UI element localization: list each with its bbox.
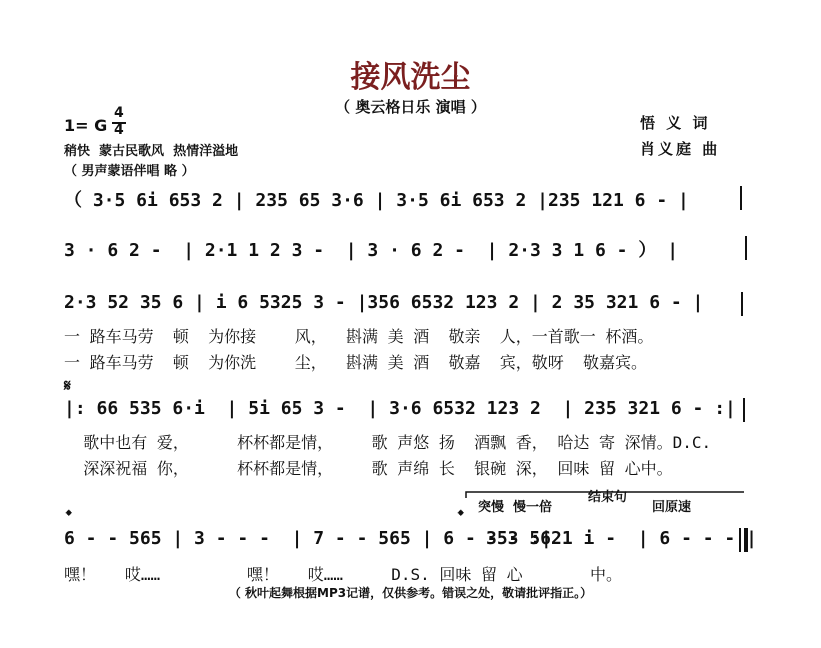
time-signature-denominator: 4 (114, 122, 124, 138)
score-line-1: （ 3·5 6i 653 2 | 235 65 3·6 | 3·5 6i 653 2 |235 121 6 - | (64, 190, 689, 211)
lyric-line-3b: 一 路车马劳 顿 为你洗 尘， 斟满 美 酒 敬嘉 宾，敬呀 敬嘉宾。 (64, 353, 648, 372)
segno-icon: 𝄋 (64, 376, 71, 395)
slow-label: 突慢 慢一倍 (478, 500, 553, 515)
a-tempo-label: 回原速 (652, 500, 692, 515)
performer-line: （ 奥云格日乐 演唱 ） (335, 98, 486, 116)
score-line-3: 2·3 52 35 6 | i 6 5325 3 - |356 6532 123 2 | 2 35 321 6 - | (64, 292, 704, 313)
ending-label: 结束句 (588, 490, 628, 505)
coda-icon-left: 𝄌 (66, 506, 72, 525)
lyricist-credit: 悟 义 词 (640, 114, 711, 132)
lyric-line-3a: 一 路车马劳 顿 为你接 风， 斟满 美 酒 敬亲 人，一首歌一 杯酒。 (64, 327, 654, 346)
score-line-2: 3 · 6 2 - | 2·1 1 2 3 - | 3 · 6 2 - | 2·3 3 1 6 - ） | (64, 240, 679, 261)
footnote: （ 秋叶起舞根据MP3记谱，仅供参考。错误之处，敬请批评指正。） (228, 586, 593, 600)
lyric-line-5: 嘿！ 哎…… 嘿！ 哎…… D.S. 回味 留 心 中。 (64, 565, 623, 584)
key-signature: 1= G (64, 116, 108, 135)
score-line-5-right: 353 5621 i - | 6 - - - | (486, 528, 757, 549)
composer-credit: 肖义庭 曲 (640, 140, 721, 158)
lyric-line-4a: 歌中也有 爱， 杯杯都是情， 歌 声悠 扬 酒飘 香， 哈达 寄 深情。D.C. (64, 433, 712, 452)
score-line-4: |: 66 535 6·i | 5i 65 3 - | 3·6 6532 123 2 | 235 321 6 - :| (64, 398, 736, 419)
song-title: 接风洗尘 (350, 60, 471, 95)
tempo-style: 稍快 蒙古民歌风 热情洋溢地 (64, 144, 239, 159)
time-signature-numerator: 4 (114, 105, 124, 121)
lyric-line-4b: 深深祝福 你， 杯杯都是情， 歌 声绵 长 银碗 深， 回味 留 心中。 (64, 459, 673, 478)
accompaniment-note: （ 男声蒙语伴唱 略 ） (64, 164, 195, 179)
coda-icon-right: 𝄌 (458, 506, 464, 525)
score-line-5-left: 6 - - 565 | 3 - - - | 7 - - 565 | 6 - - - :| (64, 528, 552, 549)
